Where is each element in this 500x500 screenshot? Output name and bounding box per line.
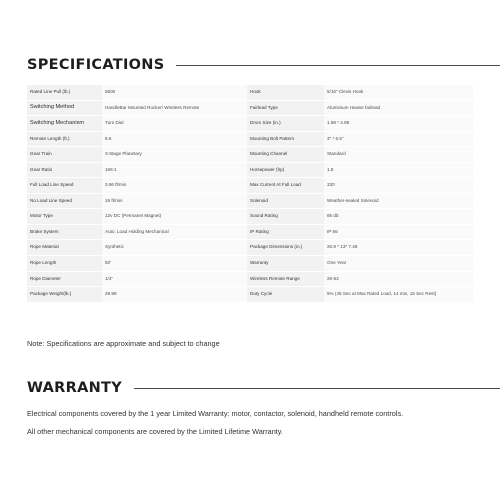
spec-right-value: 26-52 [324,271,473,287]
spec-left-value: 12v DC (Permanet Magnet) [102,209,247,225]
spec-left-value: 50' [102,256,247,272]
spec-left-value: 1/4" [102,271,247,287]
spec-left-label: Switching Mechanism [27,116,102,132]
spec-right-label: Mounting Bolt Pattern [247,131,324,147]
spec-right-label: Max Current At Full Load [247,178,324,194]
table-row [27,240,473,256]
spec-right-value: One Year [324,256,473,272]
warranty-electrical-text: Electrical components covered by the 1 year Limited Warranty: motor, contactor, solenoid, handheld remote controls. [27,409,404,418]
spec-left-label: Rope Diameter [27,271,102,287]
spec-right-value: IP 66 [324,224,473,240]
spec-left-value: 29.98 [102,287,247,303]
specifications-table-body [27,85,473,302]
spec-left-value: 5500 [102,85,247,100]
spec-left-label: Motor Type [27,209,102,225]
table-row [27,224,473,240]
spec-left-value: Synthetic [102,240,247,256]
spec-right-value: Standard [324,147,473,163]
table-row [27,85,473,100]
spec-right-value: Aluminium Hawse fairlead [324,100,473,116]
table-row [27,147,473,163]
table-row [27,131,473,147]
spec-right-value: 5% (45 Sec at Max Rated Load, 14 min, 15 Sec Rest) [324,287,473,303]
spec-left-label: Brake System [27,224,102,240]
spec-right-value: 85 db [324,209,473,225]
spec-left-value: Auto. Load Holding Mechanical [102,224,247,240]
specifications-heading [27,57,500,73]
spec-right-label: Fairlead Type [247,100,324,116]
spec-left-value: HandleBar Mounted Rocker/ Wireless Remote [102,100,247,116]
table-row [27,209,473,225]
spec-left-value: 19 ft/min [102,193,247,209]
spec-right-value: 1.8 [324,162,473,178]
spec-right-value: 330 [324,178,473,194]
warranty-mechanical-text: All other mechanical components are covered by the Limited Lifetime Warranty. [27,427,283,436]
specifications-title: SPECIFICATIONS [27,57,165,73]
spec-left-value: 3-Stage Planetary [102,147,247,163]
spec-right-label: Mounting Channel [247,147,324,163]
spec-left-label: Package Weight(lb.) [27,287,102,303]
specifications-divider [176,65,500,66]
specifications-table [27,85,473,303]
spec-left-value: 166:1 [102,162,247,178]
table-row [27,256,473,272]
spec-right-value: 20.9 * 13* 7.48 [324,240,473,256]
spec-right-label: Warranty [247,256,324,272]
spec-right-label: Duty Cycle [247,287,324,303]
spec-right-label: Sound Rating [247,209,324,225]
warranty-title: WARRANTY [27,380,123,396]
spec-left-label: Remote Length (ft.) [27,131,102,147]
spec-left-value: 3.96 ft/min [102,178,247,194]
spec-right-value: 1.98 * 4.88 [324,116,473,132]
spec-left-label: Rated Line Pull (lb.) [27,85,102,100]
warranty-heading [27,380,500,396]
specifications-note: Note: Specifications are approximate and subject to change [27,339,220,348]
spec-right-label: Hook [247,85,324,100]
spec-right-label: IP Rating [247,224,324,240]
spec-right-value: 3" * 6.5" [324,131,473,147]
spec-right-value: 5/16" Clevis Hook [324,85,473,100]
spec-right-value: Weather-sealed Solenoid [324,193,473,209]
spec-right-label: Package Dimensions (in.) [247,240,324,256]
spec-left-value: Turn Dial [102,116,247,132]
spec-left-value: 9.5 [102,131,247,147]
table-row [27,100,473,116]
spec-right-label: Horsepower (hp) [247,162,324,178]
spec-right-label: Solenoid [247,193,324,209]
table-row [27,178,473,194]
spec-left-label: No Load Line Speed [27,193,102,209]
spec-right-label: Wireless Remote Range [247,271,324,287]
spec-left-label: Rope Length [27,256,102,272]
table-row [27,271,473,287]
table-row [27,116,473,132]
spec-left-label: Gear Ratio [27,162,102,178]
spec-right-label: Drum Size (in.) [247,116,324,132]
spec-left-label: Rope Material [27,240,102,256]
table-row [27,287,473,303]
warranty-divider [134,388,500,389]
spec-left-label: Gear Train [27,147,102,163]
spec-left-label: Full Load Line Speed [27,178,102,194]
spec-left-label: Switching Method [27,100,102,116]
table-row [27,193,473,209]
table-row [27,162,473,178]
